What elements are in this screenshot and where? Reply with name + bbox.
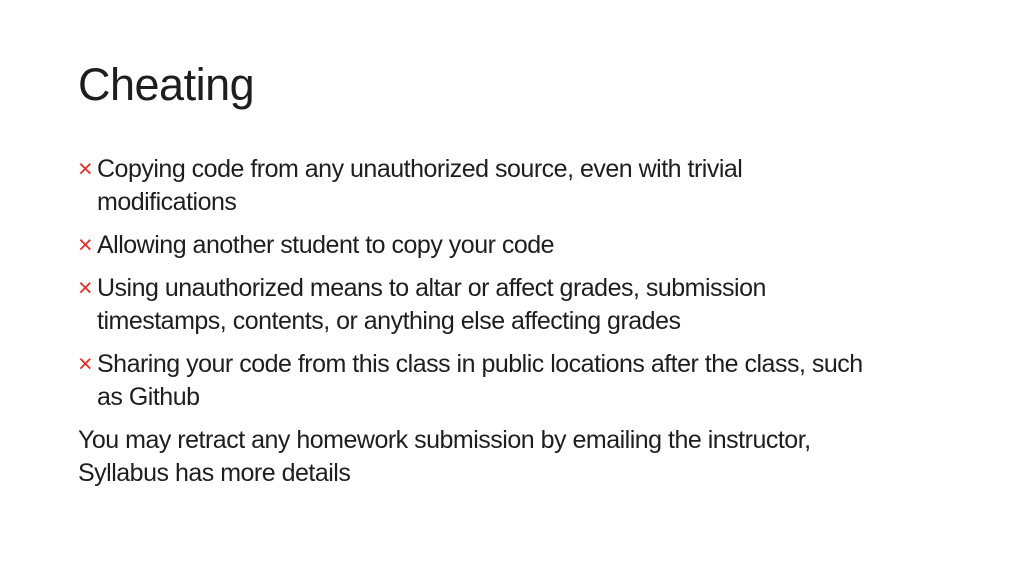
bullet-line: Allowing another student to copy your code [97, 231, 555, 259]
closing-line: Syllabus has more details [78, 459, 351, 487]
bullet-text [97, 229, 1013, 262]
bullet-text [97, 272, 1013, 338]
bullet-item [78, 229, 1013, 262]
bullet-item [78, 272, 1013, 338]
slide-body [78, 153, 1013, 490]
bullet-item [78, 348, 1013, 414]
x-bullet-icon: × [78, 231, 93, 259]
x-bullet-icon: × [78, 350, 93, 378]
bullet-line: Sharing your code from this class in public locations after the class, such [97, 350, 863, 378]
x-bullet-icon: × [78, 155, 93, 183]
bullet-item [78, 153, 1013, 219]
closing-paragraph [78, 424, 1013, 490]
bullet-line: timestamps, contents, or anything else affecting grades [97, 307, 681, 335]
closing-line: You may retract any homework submission by emailing the instructor, [78, 426, 811, 454]
slide-title: Cheating [78, 59, 255, 110]
x-bullet-icon: × [78, 274, 93, 302]
bullet-text [97, 348, 1013, 414]
bullet-line: Copying code from any unauthorized source, even with trivial [97, 155, 743, 183]
bullet-line: as Github [97, 383, 200, 411]
bullet-line: modifications [97, 188, 237, 216]
bullet-line: Using unauthorized means to altar or affect grades, submission [97, 274, 766, 302]
bullet-text [97, 153, 1013, 219]
